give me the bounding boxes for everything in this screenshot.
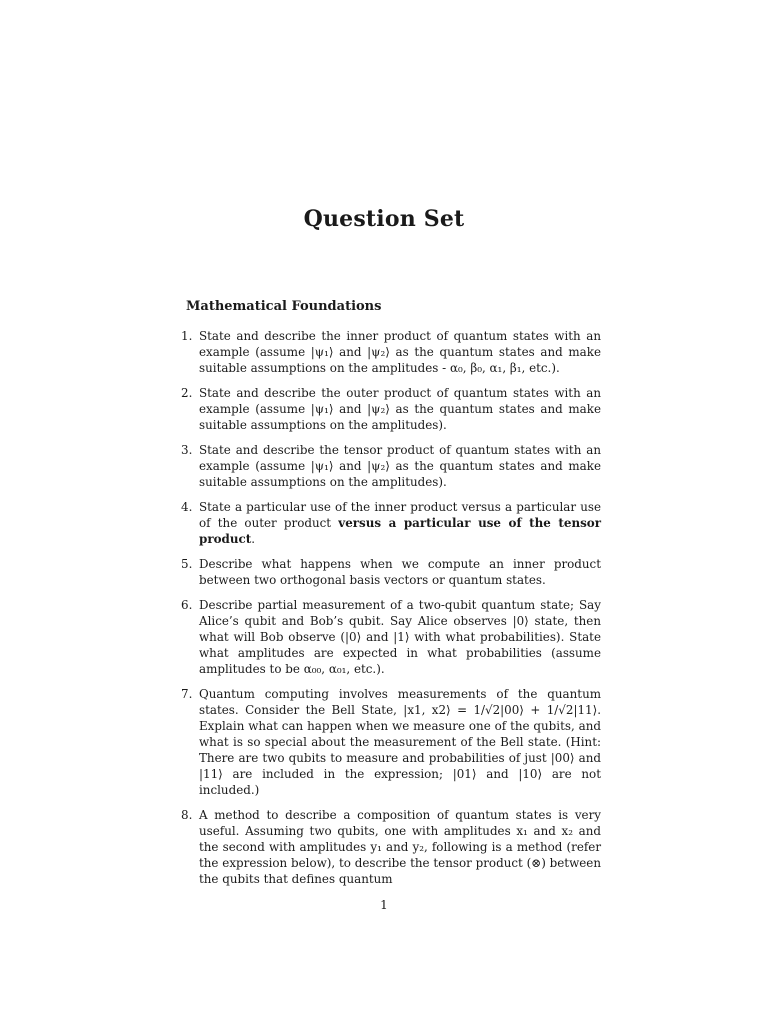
question-text: Describe partial measurement of a two-qubit quantum state; Say Alice’s qubit and Bob’s qubit. Say Alice observes |0⟩ state, then what will Bob observe (|0⟩ and |1⟩ with what probabilities). State what amplitudes are expected in what probabilities (assume amplitudes to be α₀₀, α₀₁, etc.). <box>199 598 601 676</box>
question-text: Describe what happens when we compute an inner product between two orthogonal basis vectors or quantum states. <box>199 557 601 587</box>
question-text: State and describe the outer product of quantum states with an example (assume |ψ₁⟩ and |ψ₂⟩ as the quantum states and make suitable assumptions on the amplitudes). <box>199 386 601 432</box>
question-number: 5. <box>181 557 193 571</box>
question-text-end: . <box>251 532 255 546</box>
question-number: 6. <box>181 598 193 612</box>
question-number: 4. <box>181 500 193 514</box>
question-item-4 <box>181 499 601 547</box>
question-item-7 <box>181 686 601 798</box>
question-item-5 <box>181 556 601 588</box>
question-text: A method to describe a composition of quantum states is very useful. Assuming two qubits, one with amplitudes x₁ and x₂ and the second with amplitudes y₁ and y₂, following is a method (refer the expression below), to describe the tensor product (⊗) between the qubits that defines quantum <box>199 808 601 886</box>
page-number: 1 <box>380 898 388 912</box>
question-item-1 <box>181 328 601 376</box>
question-text <box>199 499 601 547</box>
question-item-6 <box>181 597 601 677</box>
section-heading: Mathematical Foundations <box>186 299 382 314</box>
question-item-2 <box>181 385 601 433</box>
question-list <box>181 328 601 896</box>
document-title: Question Set <box>303 206 465 232</box>
question-text-plain: State a particular use of the inner product versus a particular use of the outer product <box>199 500 601 530</box>
question-number: 2. <box>181 386 193 400</box>
question-item-8 <box>181 807 601 887</box>
question-text-bold: versus a particular use of the tensor product <box>199 516 601 546</box>
question-text: State and describe the inner product of quantum states with an example (assume |ψ₁⟩ and |ψ₂⟩ as the quantum states and make suitable assumptions on the amplitudes - α₀, β₀, α₁, β₁, etc.). <box>199 329 601 375</box>
question-text: Quantum computing involves measurements of the quantum states. Consider the Bell State, |x1, x2⟩ = 1/√2|00⟩ + 1/√2|11⟩. Explain what can happen when we measure one of the qubits, and what is so special about the measurement of the Bell state. (Hint: There are two qubits to measure and probabilities of just |00⟩ and |11⟩ are included in the expression; |01⟩ and |10⟩ are not included.) <box>199 687 601 797</box>
question-item-3 <box>181 442 601 490</box>
question-number: 8. <box>181 808 193 822</box>
question-text: State and describe the tensor product of quantum states with an example (assume |ψ₁⟩ and |ψ₂⟩ as the quantum states and make suitable assumptions on the amplitudes). <box>199 443 601 489</box>
question-number: 3. <box>181 443 193 457</box>
question-number: 7. <box>181 687 193 701</box>
question-number: 1. <box>181 329 193 343</box>
